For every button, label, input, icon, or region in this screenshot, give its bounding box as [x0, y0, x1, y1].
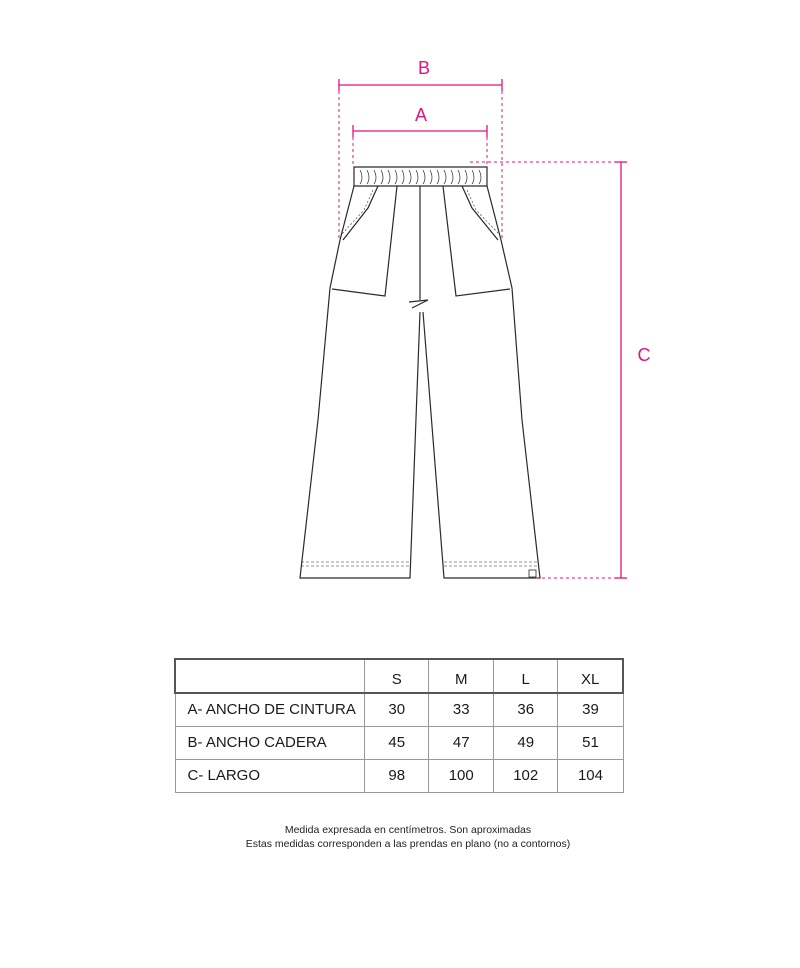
table-row — [175, 726, 623, 759]
table-cell: 33 — [429, 693, 494, 726]
table-cell: 47 — [429, 726, 494, 759]
header-blank-cell — [175, 659, 365, 693]
right-pocket — [443, 186, 510, 296]
size-header-s: S — [365, 659, 429, 693]
table-cell: 98 — [365, 759, 429, 792]
table-cell: 36 — [493, 693, 558, 726]
right-leg-outline — [423, 186, 540, 578]
table-cell: 30 — [365, 693, 429, 726]
dim-label-b: B — [417, 58, 431, 78]
size-header-row — [175, 659, 623, 693]
size-header-m: M — [429, 659, 494, 693]
note-line-1: Medida expresada en centímetros. Son aproximadas — [284, 824, 532, 836]
dim-label-a: A — [414, 105, 428, 125]
measurement-notes — [0, 823, 800, 851]
table-cell: 51 — [558, 726, 623, 759]
hem-stitching — [301, 562, 538, 566]
table-row — [175, 759, 623, 792]
size-table — [174, 658, 624, 793]
left-pocket — [332, 186, 397, 296]
table-cell: 102 — [493, 759, 558, 792]
pants-illustration — [300, 167, 540, 578]
size-header-l: L — [493, 659, 558, 693]
table-cell: 45 — [365, 726, 429, 759]
row-label: A- ANCHO DE CINTURA — [175, 693, 365, 726]
left-leg-outline — [300, 186, 420, 578]
note-line-2: Estas medidas corresponden a las prendas en plano (no a contornos) — [245, 838, 571, 850]
table-cell: 49 — [493, 726, 558, 759]
size-header-xl: XL — [558, 659, 623, 693]
table-cell: 100 — [429, 759, 494, 792]
table-cell: 39 — [558, 693, 623, 726]
hem-label-tag — [529, 570, 536, 577]
table-row — [175, 693, 623, 726]
measurement-guides — [339, 79, 627, 578]
waistband-gathers — [360, 170, 481, 184]
row-label: C- LARGO — [175, 759, 365, 792]
table-cell: 104 — [558, 759, 623, 792]
center-seam — [409, 186, 428, 308]
dim-label-c: C — [637, 345, 651, 365]
row-label: B- ANCHO CADERA — [175, 726, 365, 759]
